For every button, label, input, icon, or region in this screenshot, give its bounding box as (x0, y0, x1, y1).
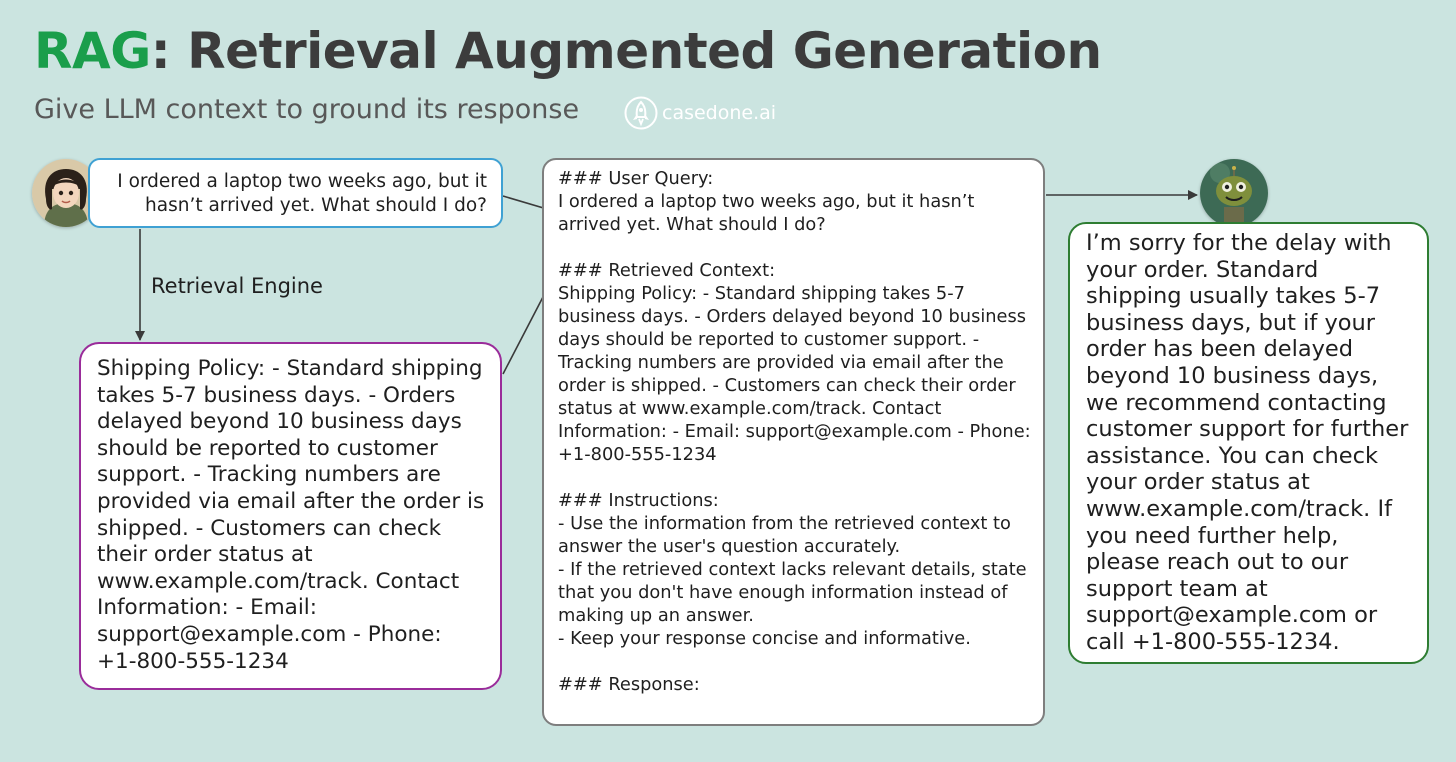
bot-avatar (1200, 159, 1268, 227)
prompt-instruction-1: - Use the information from the retrieved context to answer the user's question accurately. (558, 513, 1011, 557)
title-accent: RAG (34, 22, 151, 80)
retrieval-engine-label: Retrieval Engine (151, 274, 323, 298)
subtitle: Give LLM context to ground its response (34, 94, 580, 125)
prompt-instruction-2: - If the retrieved context lacks relevant details, state that you don't have enough information instead of making up an answer. (558, 559, 1027, 626)
llm-response-text: I’m sorry for the delay with your order. Standard shipping usually takes 5-7 business days, but if your order has been delayed beyond 10 business days, we recommend contacting customer support for further assistance. You can check your order status at www.example.com/track. If you need further help, please reach out to our support team at support@example.com or call +1-800-555-1234. (1086, 230, 1409, 655)
llm-response-bubble (1068, 222, 1429, 664)
title-rest: : Retrieval Augmented Generation (150, 22, 1102, 80)
user-query-line-2: hasn’t arrived yet. What should I do? (145, 195, 487, 216)
logo-text: casedone.ai (662, 102, 777, 124)
prompt-response-heading: ### Response: (558, 674, 700, 695)
retrieved-context-text: Shipping Policy: - Standard shipping takes 5-7 business days. - Orders delayed beyond 10 business days should be reported to customer support. - Tracking numbers are provided via email after the order is shipped. - Customers can check their order status at www.example.com/track. Contact Information: - Email: support@example.com - Phone: +1-800-555-1234 (97, 356, 485, 674)
prompt-query-text: I ordered a laptop two weeks ago, but it hasn’t arrived yet. What should I do? (558, 191, 975, 235)
prompt-instructions-heading: ### Instructions: (558, 490, 719, 511)
prompt-instruction-3: - Keep your response concise and informative. (558, 628, 971, 649)
user-query-bubble (88, 158, 503, 228)
retrieved-context-box (79, 342, 502, 690)
robot-avatar-icon (1200, 159, 1268, 227)
augmented-prompt-box (542, 158, 1045, 726)
prompt-context-text: Shipping Policy: - Standard shipping takes 5-7 business days. - Orders delayed beyond 10 business days should be reported to customer support. - Tracking numbers are provided via email after the order is shipped. - Customers can check their order status at www.example.com/track. Contact Information: - Email: support@example.com - Phone: +1-800-555-1234 (558, 283, 1031, 465)
user-query-line-1: I ordered a laptop two weeks ago, but it (117, 171, 487, 192)
prompt-query-heading: ### User Query: (558, 168, 714, 189)
prompt-context-heading: ### Retrieved Context: (558, 260, 776, 281)
